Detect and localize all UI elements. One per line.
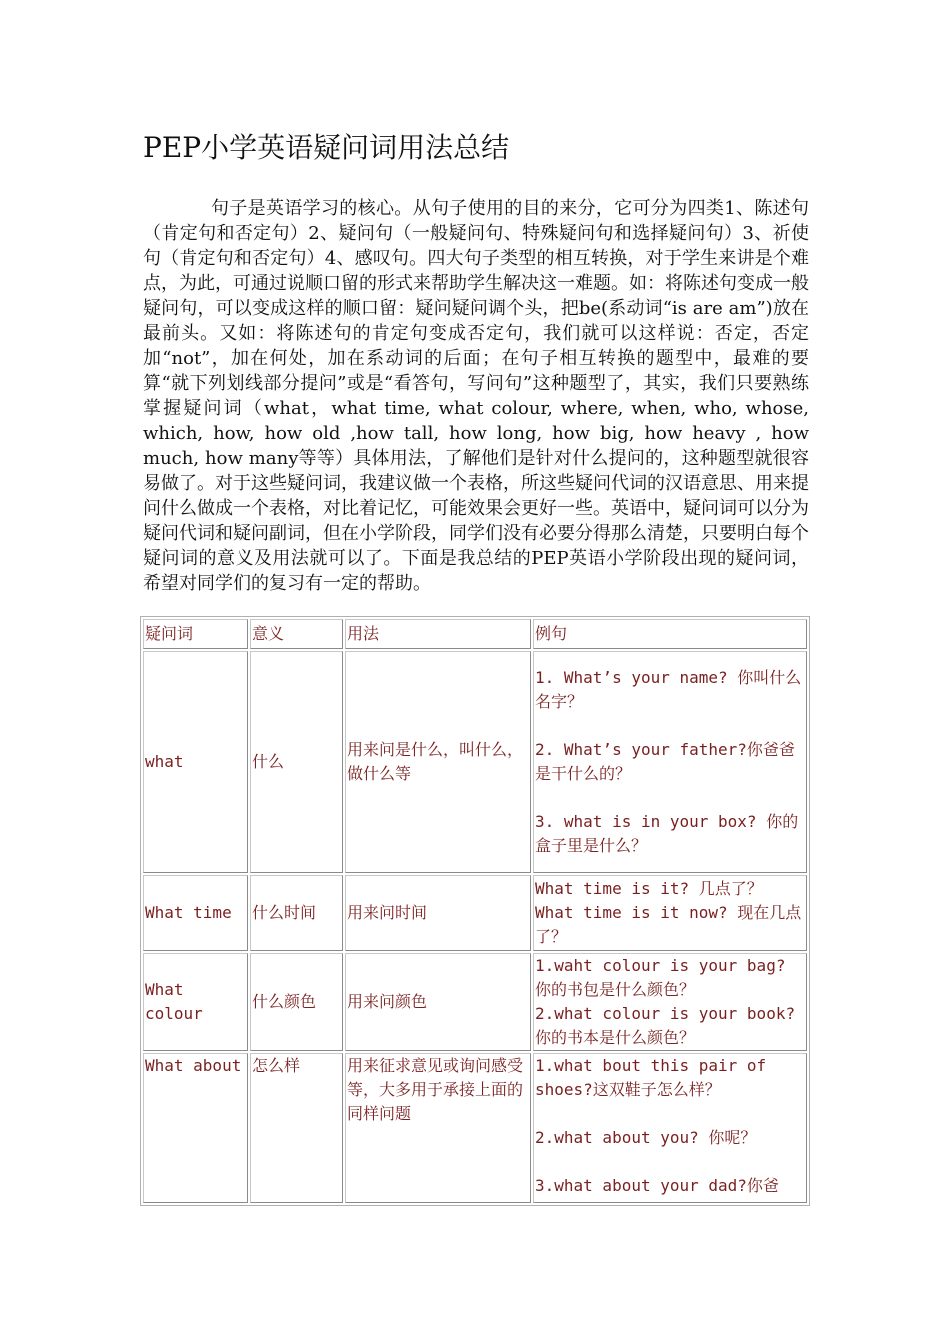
table-row [143, 875, 807, 951]
example-sentence: 2.what about you? 你呢？ [535, 1128, 757, 1147]
intro-paragraph: 句子是英语学习的核心。从句子使用的目的来分，它可分为四类1、陈述句（肯定句和否定句）2、疑问句（一般疑问句、特殊疑问句和选择疑问句）3、祈使句（肯定句和否定句）4、感叹句。四大句子类型的相互转换，对于学生来讲是个难点，为此，可通过说顺口留的形式来帮助学生解决这一难题。如：将陈述句变成一般疑问句，可以变成这样的顺口留：疑问疑问调个头，把be(系动词“is are am”)放在最前头。又如：将陈述句的肯定句变成否定句，我们就可以这样说：否定，否定加“not”，加在何处，加在系动词的后面；在句子相互转换的题型中，最难的要算“就下列划线部分提问”或是“看答句，写问句”这种题型了，其实，我们只要熟练掌握疑问词（what，what time, what colour, where, when, who, whose, which, how, how old ,how tall, how long, how big, how heavy , how much, how many等等）具体用法，了解他们是针对什么提问的，这种题型就很容易做了。对于这些疑问词，我建议做一个表格，所这些疑问代词的汉语意思、用来提问什么做成一个表格，对比着记忆，可能效果会更好一些。英语中，疑问词可以分为疑问代词和疑问副词，但在小学阶段，同学们没有必要分得那么清楚，只要明白每个疑问词的意义及用法就可以了。下面是我总结的PEP英语小学阶段出现的疑问词，希望对同学们的复习有一定的帮助。 [143, 198, 809, 594]
cell-word: What time [143, 875, 248, 951]
example-sentence: 1. What’s your name? 你叫什么名字？ [535, 668, 802, 711]
cell-meaning: 什么颜色 [250, 953, 343, 1051]
table-row [143, 1053, 807, 1203]
document-title: PEP小学英语疑问词用法总结 [143, 131, 510, 164]
table-header-row [143, 619, 807, 649]
question-word-table-frame [140, 616, 810, 1206]
cell-word: What about [143, 1053, 248, 1203]
cell-word: What colour [143, 953, 248, 1051]
cell-usage: 用来问是什么，叫什么， 做什么等 [345, 651, 531, 873]
cell-meaning: 什么 [250, 651, 343, 873]
cell-usage: 用来问颜色 [345, 953, 531, 1051]
example-sentence: What time is it? 几点了？ What time is it now? 现在几点了？ [535, 879, 802, 946]
header-examples: 例句 [533, 619, 807, 649]
cell-meaning: 怎么样 [250, 1053, 343, 1203]
example-sentence: 3.what about your dad?你爸 [535, 1176, 779, 1195]
example-sentence: 1.what bout this pair of shoes?这双鞋子怎么样？ [535, 1056, 767, 1099]
header-meaning: 意义 [250, 619, 343, 649]
example-sentence: 3. what is in your box? 你的盒子里是什么？ [535, 812, 799, 855]
cell-usage: 用来问时间 [345, 875, 531, 951]
cell-meaning: 什么时间 [250, 875, 343, 951]
question-word-table [141, 617, 809, 1205]
header-usage: 用法 [345, 619, 531, 649]
header-question-word: 疑问词 [143, 619, 248, 649]
cell-usage: 用来征求意见或询问感受等，大多用于承接上面的同样问题 [345, 1053, 531, 1203]
example-sentence: 1.waht colour is your bag? 你的书包是什么颜色？ [535, 956, 786, 999]
table-row [143, 651, 807, 873]
cell-word: what [143, 651, 248, 873]
cell-examples [533, 1053, 807, 1203]
cell-examples [533, 953, 807, 1051]
cell-examples [533, 651, 807, 873]
table-row [143, 953, 807, 1051]
cell-examples [533, 875, 807, 951]
example-sentence: 2. What’s your father?你爸爸是干什么的？ [535, 740, 795, 783]
example-sentence: 2.what colour is your book? 你的书本是什么颜色？ [535, 1004, 796, 1047]
